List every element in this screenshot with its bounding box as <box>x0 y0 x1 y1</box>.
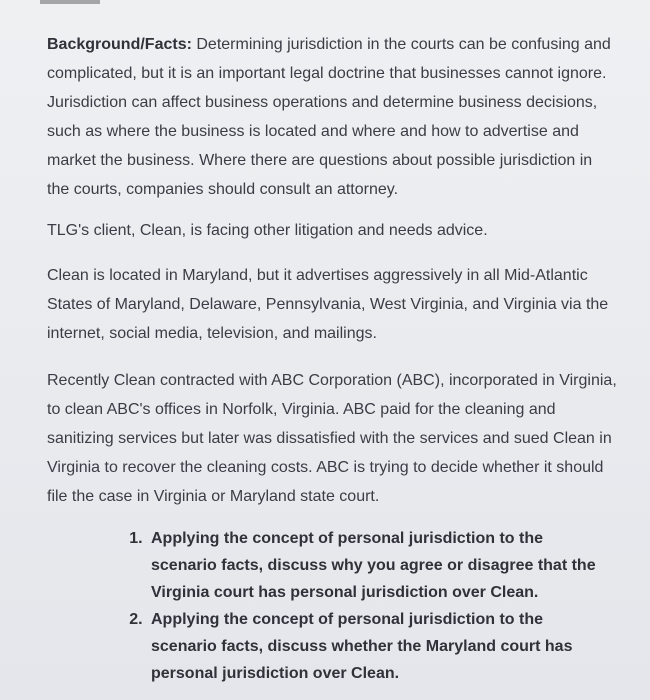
background-text: Determining jurisdiction in the courts can be confusing and complicated, but it is an important legal doctrine that businesses cannot ignore. Jurisdiction can affect business operations and determine business decisions, such as where the business is located and where and how to advertise and market the business. Where there are questions about possible jurisdiction in the courts, companies should consult an attorney. <box>47 36 611 198</box>
client-paragraph: TLG's client, Clean, is facing other litigation and needs advice. <box>47 222 488 239</box>
question-list <box>47 525 607 687</box>
cropped-top-edge <box>40 0 100 4</box>
question-item: 2. Applying the concept of personal jurisdiction to the scenario facts, discuss whether the Maryland court has personal jurisdiction over Clean. <box>147 606 607 687</box>
location-paragraph: Clean is located in Maryland, but it advertises aggressively in all Mid-Atlantic States of Maryland, Delaware, Pennsylvania, West Virginia, and Virginia via the internet, social media, television, and mailings. <box>47 267 609 342</box>
contract-paragraph: Recently Clean contracted with ABC Corporation (ABC), incorporated in Virginia, to clean ABC's offices in Norfolk, Virginia. ABC paid for the cleaning and sanitizing services but later was dissatisfied with the services and sued Clean in Virginia to recover the cleaning costs. ABC is trying to decide whether it should file the case in Virginia or Maryland state court. <box>47 372 617 505</box>
document-body <box>47 30 617 687</box>
background-paragraph <box>47 30 617 204</box>
background-heading: Background/Facts: <box>47 36 192 53</box>
question-item: 1. Applying the concept of personal jurisdiction to the scenario facts, discuss why you agree or disagree that the Virginia court has personal jurisdiction over Clean. <box>147 525 607 606</box>
